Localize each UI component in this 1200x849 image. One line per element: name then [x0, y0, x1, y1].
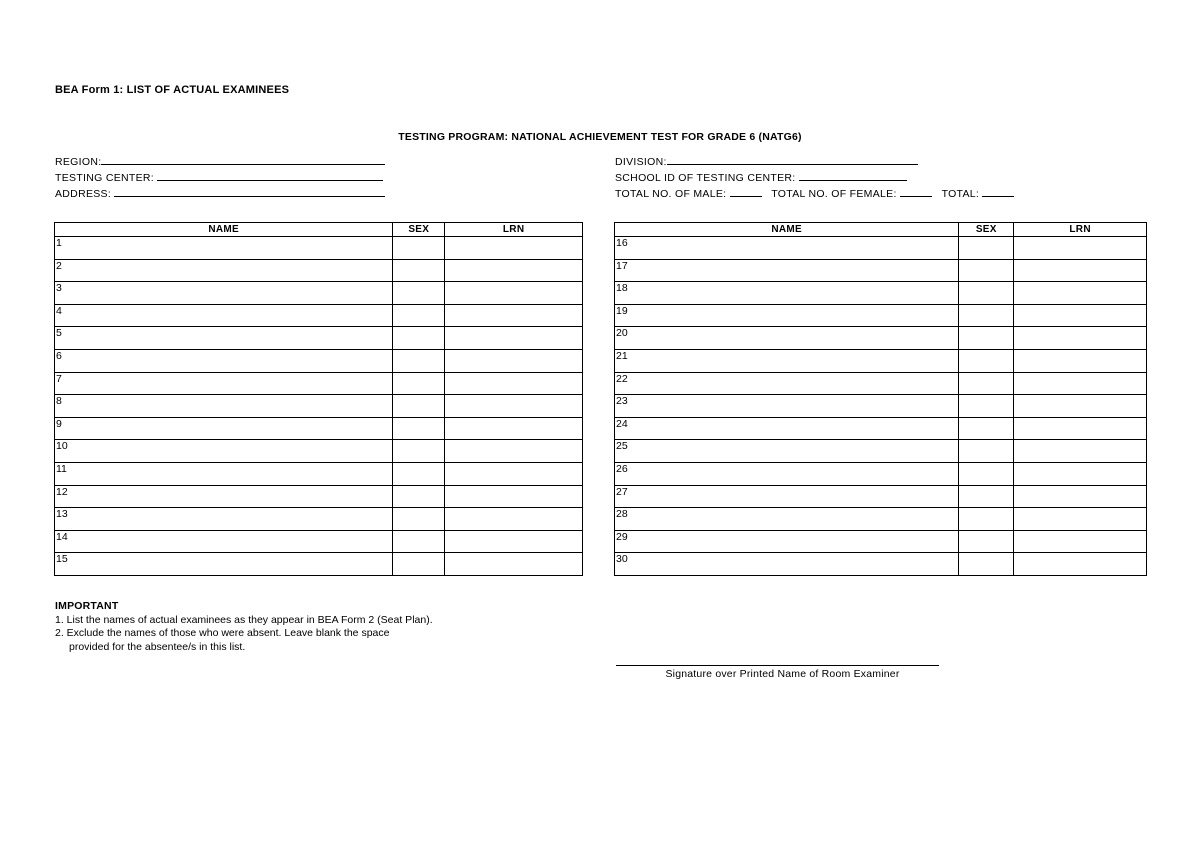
sex-cell[interactable] [393, 462, 445, 485]
name-cell[interactable]: 16 [615, 237, 959, 260]
name-cell[interactable]: 6 [55, 349, 393, 372]
name-cell[interactable]: 19 [615, 304, 959, 327]
division-field [615, 155, 918, 168]
region-blank [101, 155, 385, 165]
total-female-label: TOTAL NO. OF FEMALE: [771, 188, 897, 200]
school-id-field [615, 171, 907, 184]
table-row [55, 508, 583, 531]
table-row [615, 327, 1147, 350]
sex-cell[interactable] [959, 349, 1014, 372]
sex-cell[interactable] [959, 372, 1014, 395]
name-cell[interactable]: 3 [55, 282, 393, 305]
table-row [615, 395, 1147, 418]
name-cell[interactable]: 18 [615, 282, 959, 305]
sex-cell[interactable] [959, 530, 1014, 553]
sex-cell[interactable] [959, 508, 1014, 531]
sex-cell[interactable] [959, 553, 1014, 576]
lrn-cell[interactable] [445, 440, 583, 463]
lrn-cell[interactable] [445, 395, 583, 418]
lrn-cell[interactable] [445, 282, 583, 305]
column-header-name: NAME [55, 223, 393, 237]
lrn-cell[interactable] [1014, 372, 1147, 395]
total-female-blank [900, 187, 932, 197]
table-row [55, 417, 583, 440]
school-id-blank [799, 171, 907, 181]
table-row [615, 440, 1147, 463]
region-label: REGION: [55, 156, 102, 168]
sex-cell[interactable] [959, 237, 1014, 260]
lrn-cell[interactable] [445, 462, 583, 485]
table-header-row [55, 223, 583, 237]
lrn-cell[interactable] [1014, 349, 1147, 372]
name-cell[interactable]: 29 [615, 530, 959, 553]
lrn-cell[interactable] [445, 530, 583, 553]
table-row [615, 237, 1147, 260]
name-cell[interactable]: 22 [615, 372, 959, 395]
total-male-blank [730, 187, 762, 197]
total-label: TOTAL: [941, 188, 980, 200]
name-cell[interactable]: 7 [55, 372, 393, 395]
region-field [55, 155, 385, 168]
table-row [55, 259, 583, 282]
name-cell[interactable]: 28 [615, 508, 959, 531]
lrn-cell[interactable] [1014, 530, 1147, 553]
table-row [55, 237, 583, 260]
name-cell[interactable]: 5 [55, 327, 393, 350]
table-row [55, 304, 583, 327]
sex-cell[interactable] [393, 327, 445, 350]
sex-cell[interactable] [393, 304, 445, 327]
table-row [615, 553, 1147, 576]
name-cell[interactable]: 12 [55, 485, 393, 508]
important-item-2-line-2: provided for the absentee/s in this list. [69, 640, 246, 653]
school-id-label: SCHOOL ID OF TESTING CENTER: [615, 172, 796, 184]
sex-cell[interactable] [393, 485, 445, 508]
table-row [615, 530, 1147, 553]
name-cell[interactable]: 10 [55, 440, 393, 463]
sex-cell[interactable] [959, 462, 1014, 485]
table-row [55, 395, 583, 418]
sex-cell[interactable] [393, 530, 445, 553]
lrn-cell[interactable] [1014, 553, 1147, 576]
name-cell[interactable]: 17 [615, 259, 959, 282]
signature-line [616, 665, 939, 666]
name-cell[interactable]: 30 [615, 553, 959, 576]
sex-cell[interactable] [959, 282, 1014, 305]
sex-cell[interactable] [393, 508, 445, 531]
table-row [615, 485, 1147, 508]
important-notes [55, 600, 433, 654]
name-cell[interactable]: 9 [55, 417, 393, 440]
name-cell[interactable]: 1 [55, 237, 393, 260]
table-row [615, 282, 1147, 305]
table-row [55, 462, 583, 485]
lrn-cell[interactable] [445, 304, 583, 327]
sex-cell[interactable] [393, 237, 445, 260]
lrn-cell[interactable] [1014, 395, 1147, 418]
lrn-cell[interactable] [445, 485, 583, 508]
table-row [55, 372, 583, 395]
table-row [55, 440, 583, 463]
signature-caption: Signature over Printed Name of Room Examiner [665, 668, 900, 680]
form-title: BEA Form 1: LIST OF ACTUAL EXAMINEES [55, 84, 290, 96]
name-cell[interactable]: 20 [615, 327, 959, 350]
name-cell[interactable]: 2 [55, 259, 393, 282]
sex-cell[interactable] [393, 259, 445, 282]
name-cell[interactable]: 4 [55, 304, 393, 327]
column-header-sex: SEX [959, 223, 1014, 237]
lrn-cell[interactable] [1014, 327, 1147, 350]
total-blank [982, 187, 1014, 197]
address-field [55, 187, 385, 200]
lrn-cell[interactable] [445, 259, 583, 282]
totals-field [615, 187, 1014, 200]
lrn-cell[interactable] [445, 327, 583, 350]
sex-cell[interactable] [959, 259, 1014, 282]
name-cell[interactable]: 23 [615, 395, 959, 418]
table-row [615, 417, 1147, 440]
sex-cell[interactable] [959, 327, 1014, 350]
table-header-row [615, 223, 1147, 237]
table-row [615, 372, 1147, 395]
testing-center-blank [157, 171, 383, 181]
name-cell[interactable]: 14 [55, 530, 393, 553]
testing-center-label: TESTING CENTER: [55, 172, 155, 184]
lrn-cell[interactable] [445, 349, 583, 372]
column-header-lrn: LRN [445, 223, 583, 237]
lrn-cell[interactable] [1014, 440, 1147, 463]
sex-cell[interactable] [393, 395, 445, 418]
sex-cell[interactable] [959, 485, 1014, 508]
examinee-table-right [614, 222, 1147, 576]
total-male-label: TOTAL NO. OF MALE: [615, 188, 727, 200]
sex-cell[interactable] [959, 440, 1014, 463]
sex-cell[interactable] [959, 417, 1014, 440]
program-title: TESTING PROGRAM: NATIONAL ACHIEVEMENT TEST FOR GRADE 6 (NATG6) [398, 131, 802, 143]
table-row [55, 282, 583, 305]
sex-cell[interactable] [393, 553, 445, 576]
division-label: DIVISION: [615, 156, 667, 168]
column-header-lrn: LRN [1014, 223, 1147, 237]
examinee-table-left [54, 222, 583, 576]
sex-cell[interactable] [959, 304, 1014, 327]
testing-center-field [55, 171, 383, 184]
sex-cell[interactable] [393, 440, 445, 463]
name-cell[interactable]: 25 [615, 440, 959, 463]
sex-cell[interactable] [393, 417, 445, 440]
lrn-cell[interactable] [445, 553, 583, 576]
division-blank [667, 155, 918, 165]
lrn-cell[interactable] [1014, 462, 1147, 485]
lrn-cell[interactable] [1014, 259, 1147, 282]
important-item-2-line-1: 2. Exclude the names of those who were absent. Leave blank the space [55, 627, 390, 639]
lrn-cell[interactable] [1014, 304, 1147, 327]
lrn-cell[interactable] [1014, 508, 1147, 531]
important-item-1: 1. List the names of actual examinees as they appear in BEA Form 2 (Seat Plan). [55, 613, 433, 626]
table-row [615, 304, 1147, 327]
table-row [55, 327, 583, 350]
table-row [55, 530, 583, 553]
table-row [615, 259, 1147, 282]
name-cell[interactable]: 11 [55, 462, 393, 485]
table-row [615, 462, 1147, 485]
lrn-cell[interactable] [1014, 237, 1147, 260]
lrn-cell[interactable] [445, 237, 583, 260]
column-header-sex: SEX [393, 223, 445, 237]
name-cell[interactable]: 24 [615, 417, 959, 440]
column-header-name: NAME [615, 223, 959, 237]
lrn-cell[interactable] [1014, 485, 1147, 508]
lrn-cell[interactable] [445, 417, 583, 440]
sex-cell[interactable] [393, 349, 445, 372]
table-row [55, 553, 583, 576]
lrn-cell[interactable] [445, 372, 583, 395]
lrn-cell[interactable] [1014, 417, 1147, 440]
lrn-cell[interactable] [445, 508, 583, 531]
table-row [55, 349, 583, 372]
name-cell[interactable]: 26 [615, 462, 959, 485]
name-cell[interactable]: 8 [55, 395, 393, 418]
name-cell[interactable]: 27 [615, 485, 959, 508]
name-cell[interactable]: 15 [55, 553, 393, 576]
sex-cell[interactable] [393, 282, 445, 305]
lrn-cell[interactable] [1014, 282, 1147, 305]
sex-cell[interactable] [959, 395, 1014, 418]
table-row [55, 485, 583, 508]
address-label: ADDRESS: [55, 188, 112, 200]
address-blank [114, 187, 385, 197]
name-cell[interactable]: 21 [615, 349, 959, 372]
important-heading: IMPORTANT [55, 600, 119, 612]
name-cell[interactable]: 13 [55, 508, 393, 531]
table-row [615, 349, 1147, 372]
sex-cell[interactable] [393, 372, 445, 395]
table-row [615, 508, 1147, 531]
